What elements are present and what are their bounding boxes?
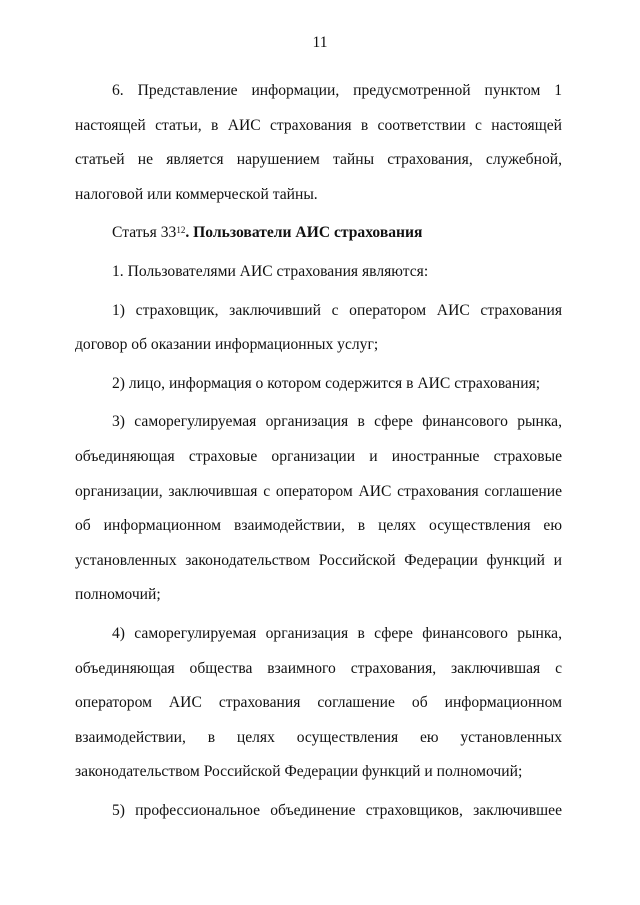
list-item-3: 3) саморегулируемая организация в сфере финансового рынка, объединяющая страховые организации и иностранные страховые организации, заключившая с оператором АИС страхования соглашение об информационном взаимодействии, в целях осуществления ею установленных законодательством Российской Федерации функций и полномочий; (75, 413, 562, 604)
document-body (75, 74, 562, 828)
paragraph-1-intro: 1. Пользователями АИС страхования являются: (112, 262, 429, 280)
article-heading (75, 216, 562, 251)
list-item-4: 4) саморегулируемая организация в сфере финансового рынка, объединяющая общества взаимного страхования, заключившая с оператором АИС страхования соглашение об информационном взаимодействии, в целях осуществления ею установленных законодательством Российской Федерации функций и полномочий; (75, 624, 562, 781)
list-item-2: 2) лицо, информация о котором содержится в АИС страхования; (112, 374, 541, 392)
paragraph-6: 6. Представление информации, предусмотренной пунктом 1 настоящей статьи, в АИС страхования в соответствии с настоящей статьей не является нарушением тайны страхования, служебной, налоговой или коммерческой тайны. (75, 82, 562, 203)
list-item-5: 5) профессиональное объединение страховщиков, заключившее (112, 801, 562, 819)
page-number: 11 (312, 34, 328, 51)
list-item-1: 1) страховщик, заключивший с оператором АИС страхования договор об оказании информационных услуг; (75, 301, 562, 354)
article-heading-superscript: 12 (176, 225, 186, 236)
article-heading-title: . Пользователи АИС страхования (185, 224, 423, 242)
article-heading-prefix: Статья 33 (112, 224, 177, 242)
